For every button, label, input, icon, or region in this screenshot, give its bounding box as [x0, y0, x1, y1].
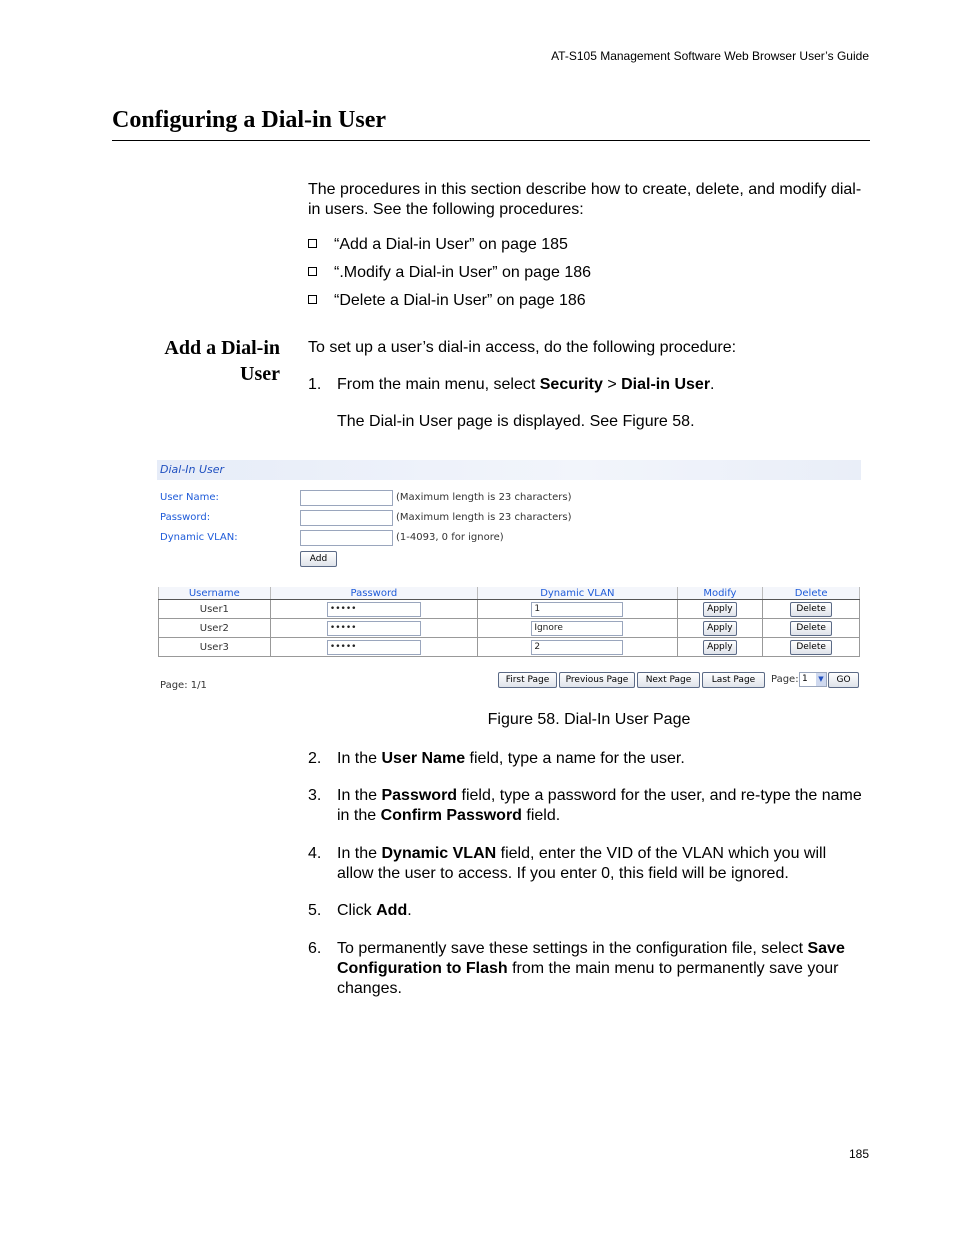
previous-page-button[interactable]: Previous Page — [559, 672, 635, 688]
step-3: 3. In the Password field, type a password for the user, and re-type the name in the Confirm Password field. — [308, 787, 862, 824]
apply-button[interactable]: Apply — [703, 621, 737, 636]
col-delete: Delete — [763, 587, 860, 600]
password-input[interactable] — [300, 510, 393, 526]
subsection-heading: Add a Dial-in User — [164, 337, 280, 385]
step-4: 4. In the Dynamic VLAN field, enter the VID of the VLAN which you will allow the user to access. If you enter 0, this field will be ignored. — [308, 845, 827, 882]
page-info: Page: 1/1 — [160, 680, 207, 691]
dial-in-user-screenshot — [157, 456, 861, 696]
user-name-input[interactable] — [300, 490, 393, 506]
modify-cell — [677, 600, 763, 619]
delete-cell — [763, 619, 860, 638]
dial-in-users-table — [158, 587, 860, 657]
dynamic-vlan-hint: (1-4093, 0 for ignore) — [396, 532, 504, 543]
modify-cell — [677, 638, 763, 657]
bullet-item: “Delete a Dial-in User” on page 186 — [308, 292, 586, 310]
password-cell — [270, 619, 477, 638]
table-row — [159, 638, 860, 657]
table-row — [159, 619, 860, 638]
password-cell — [270, 600, 477, 619]
vlan-cell — [478, 619, 677, 638]
bullet-item: “.Modify a Dial-in User” on page 186 — [308, 264, 591, 282]
page-number: 185 — [848, 1147, 869, 1161]
page-select[interactable]: 1 ▼ — [799, 672, 827, 687]
row-vlan-input[interactable]: 2 — [531, 640, 623, 655]
section-title: Configuring a Dial-in User — [112, 107, 387, 133]
row-vlan-input[interactable]: 1 — [531, 602, 623, 617]
apply-button[interactable]: Apply — [703, 640, 737, 655]
step-2: 2. In the User Name field, type a name for the user. — [308, 750, 685, 767]
table-header-row — [159, 587, 860, 600]
delete-button[interactable]: Delete — [790, 602, 832, 617]
first-page-button[interactable]: First Page — [498, 672, 557, 688]
username-cell: User2 — [159, 619, 271, 638]
row-vlan-input[interactable]: Ignore — [531, 621, 623, 636]
col-dynamic-vlan: Dynamic VLAN — [478, 587, 677, 600]
col-username: Username — [159, 587, 271, 600]
row-password-input[interactable]: ••••• — [327, 621, 421, 636]
username-cell: User3 — [159, 638, 271, 657]
username-cell: User1 — [159, 600, 271, 619]
table-row — [159, 600, 860, 619]
page-select-label: Page: — [771, 674, 799, 685]
delete-button[interactable]: Delete — [790, 640, 832, 655]
step-6: 6. To permanently save these settings in the configuration file, select Save Configuration to Flash from the main menu to permanently save your changes. — [308, 940, 845, 997]
row-password-input[interactable]: ••••• — [327, 640, 421, 655]
vlan-cell — [478, 638, 677, 657]
apply-button[interactable]: Apply — [703, 602, 737, 617]
dynamic-vlan-input[interactable] — [300, 530, 393, 546]
vlan-cell — [478, 600, 677, 619]
step-5: 5. Click Add. — [308, 902, 412, 919]
step-1: 1. From the main menu, select Security > Dial-in User. — [308, 376, 715, 393]
bullet-item: “Add a Dial-in User” on page 185 — [308, 236, 568, 254]
figure-title-bar — [157, 460, 861, 480]
figure-caption: Figure 58. Dial-In User Page — [487, 711, 691, 728]
password-label: Password: — [160, 512, 211, 523]
add-button[interactable]: Add — [300, 551, 337, 567]
checkbox-bullet-icon — [308, 239, 317, 248]
col-modify: Modify — [677, 587, 763, 600]
running-header: AT-S105 Management Software Web Browser User’s Guide — [551, 49, 869, 63]
figure-page-title: Dial-In User — [160, 463, 225, 476]
dynamic-vlan-label: Dynamic VLAN: — [160, 532, 238, 543]
delete-button[interactable]: Delete — [790, 621, 832, 636]
delete-cell — [763, 638, 860, 657]
checkbox-bullet-icon — [308, 267, 317, 276]
row-password-input[interactable]: ••••• — [327, 602, 421, 617]
title-rule — [112, 140, 870, 141]
checkbox-bullet-icon — [308, 295, 317, 304]
lead-paragraph: To set up a user’s dial-in access, do the following procedure: — [308, 339, 737, 356]
password-hint: (Maximum length is 23 characters) — [396, 512, 572, 523]
user-name-label: User Name: — [160, 492, 219, 503]
intro-paragraph: The procedures in this section describe how to create, delete, and modify dial-in users. See the following procedures: — [308, 181, 862, 218]
user-name-hint: (Maximum length is 23 characters) — [396, 492, 572, 503]
step-1-note: The Dial-in User page is displayed. See Figure 58. — [337, 413, 695, 430]
next-page-button[interactable]: Next Page — [637, 672, 700, 688]
password-cell — [270, 638, 477, 657]
col-password: Password — [270, 587, 477, 600]
chevron-down-icon: ▼ — [816, 673, 826, 686]
modify-cell — [677, 619, 763, 638]
last-page-button[interactable]: Last Page — [702, 672, 765, 688]
delete-cell — [763, 600, 860, 619]
go-button[interactable]: GO — [828, 672, 859, 688]
